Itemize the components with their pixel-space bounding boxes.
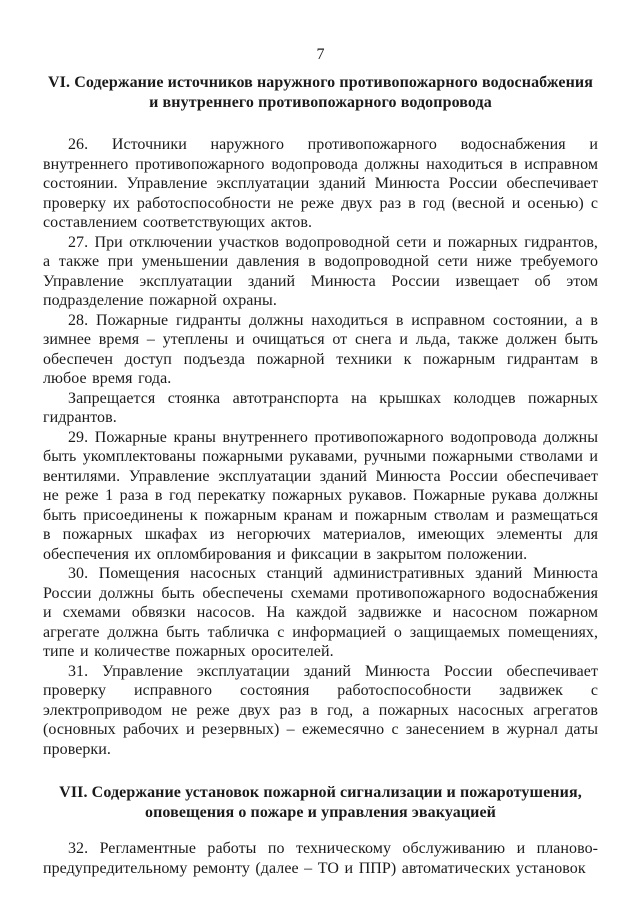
section-vi-heading — [43, 73, 598, 112]
paragraph-30: 30. Помещения насосных станций административных зданий Минюста России должны быть обеспечены схемами противопожарного водоснабжения и схемами обвязки насосов. На каждой задвижке и насосном пожарном агрегате должна быть табличка с информацией о защищаемых помещениях, типе и количестве пожарных оросителей. — [43, 565, 598, 660]
section-vii-heading-line2: оповещения о пожаре и управления эвакуацией — [144, 803, 497, 821]
section-vi-heading-line1: VI. Содержание источников наружного противопожарного водоснабжения — [48, 74, 593, 91]
section-vi-heading-line2: и внутреннего противопожарного водопровода — [149, 93, 492, 111]
paragraph-28-note: Запрещается стоянка автотранспорта на крышках колодцев пожарных гидрантов. — [43, 389, 598, 426]
paragraph-29: 29. Пожарные краны внутреннего противопожарного водопровода должны быть укомплектованы пожарными рукавами, ручными пожарными стволами и вентилями. Управление эксплуатации зданий Минюста России обеспечивает не реже 1 раза в год перекатку пожарных рукавов. Пожарные рукава должны быть присоединены к пожарным кранам и пожарным стволам и размещаться в пожарных шкафах из негорючих материалов, имеющих элементы для обеспечения их опломбирования и фиксации в закрытом положении. — [43, 428, 598, 563]
paragraph-26: 26. Источники наружного противопожарного водоснабжения и внутреннего противопожарного водопровода должны находиться в исправном состоянии. Управление эксплуатации зданий Минюста России обеспечивает проверку их работоспособности не реже двух раз в год (весной и осенью) с составлением соответствующих актов. — [43, 136, 598, 231]
page-number: 7 — [316, 46, 325, 63]
paragraph-31: 31. Управление эксплуатации зданий Минюста России обеспечивает проверку исправного состояния работоспособности задвижек с электроприводом не реже двух раз в год, а пожарных насосных агрегатов (основных рабочих и резервных) – ежемесячно с занесением в журнал даты проверки. — [43, 662, 598, 758]
paragraph-32: 32. Регламентные работы по техническому обслуживанию и планово-предупредительному ремонту (далее – ТО и ППР) автоматических установок — [43, 840, 598, 877]
section-vii-body — [43, 839, 598, 878]
section-vii-heading-line1: VII. Содержание установок пожарной сигнализации и пожаротушения, — [59, 784, 582, 801]
section-vi-body — [43, 135, 598, 759]
paragraph-28: 28. Пожарные гидранты должны находиться в исправном состоянии, а в зимнее время – утеплены и очищаться от снега и льда, также должен быть обеспечен доступ подъезда пожарной техники к пожарным гидрантам в любое время года. — [43, 311, 598, 387]
paragraph-27: 27. При отключении участков водопроводной сети и пожарных гидрантов, а также при уменьшении давления в водопроводной сети ниже требуемого Управление эксплуатации зданий Минюста России извещает об этом подразделение пожарной охраны. — [43, 233, 598, 309]
section-vii-heading — [43, 783, 598, 822]
